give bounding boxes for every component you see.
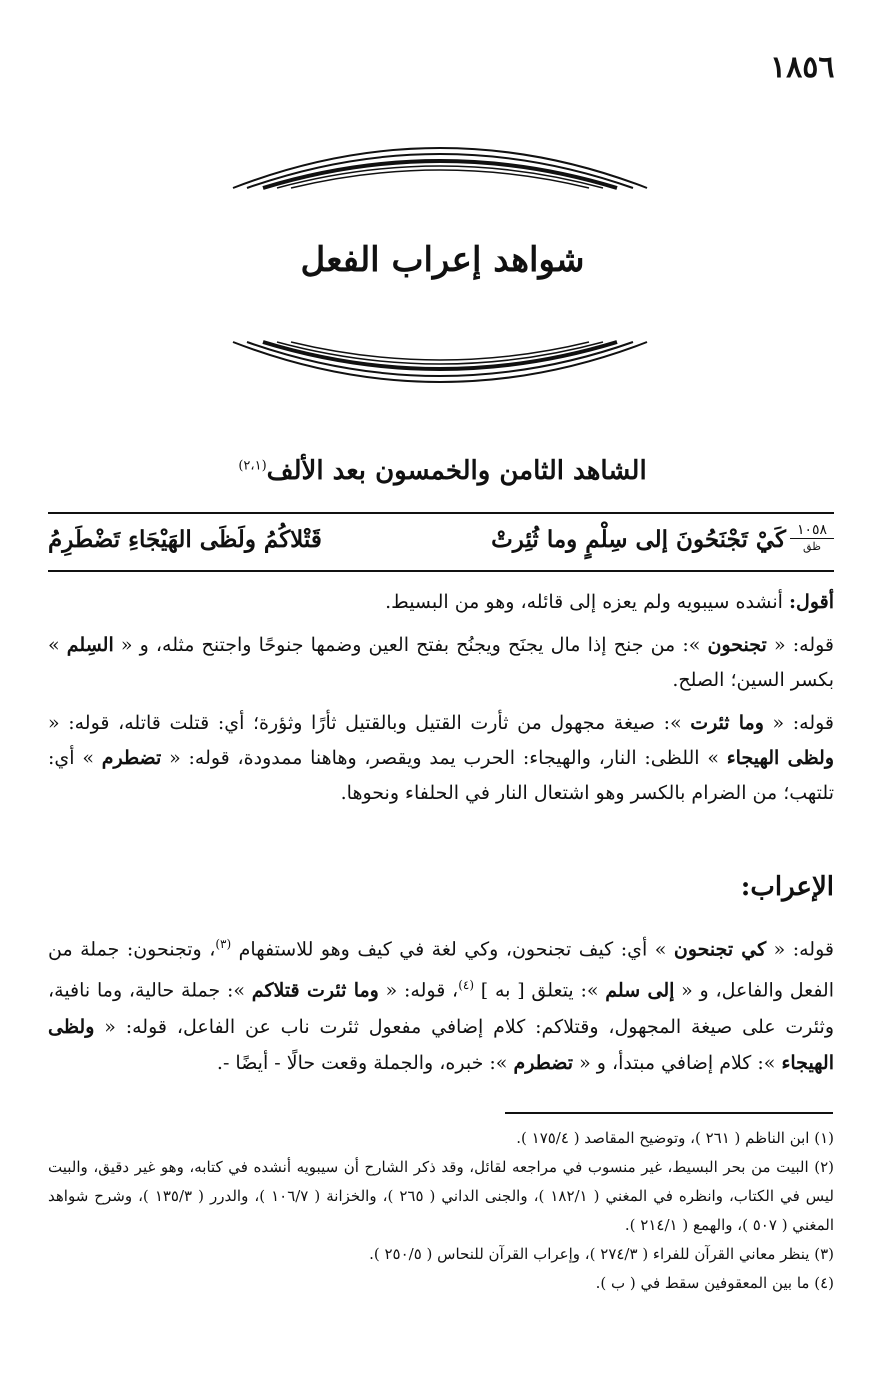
shahid-footnote-marks: (٢،١) — [238, 458, 267, 474]
paragraph-text: »: يتعلق [ به ] — [474, 979, 606, 1002]
keyword: وما ثئرت — [690, 712, 764, 734]
paragraph-text: »: من جنح إذا مال يجنَح ويجنُح بفتح العين وضمها جنوحًا واجتنح مثله، و « — [113, 634, 708, 656]
paragraph-text: »: كلام إضافي مبتدأ، و « — [573, 1051, 782, 1074]
bottom-arch-ornament — [225, 338, 655, 400]
keyword: السِلم — [66, 634, 114, 656]
keyword: تضطرم — [513, 1051, 574, 1074]
verse-top-rule — [48, 512, 834, 514]
footnote-item: (٣) ينظر معاني القرآن للفراء ( ٢٧٤/٣ )، وإعراب القرآن للنحاس ( ٢٥٠/٥ ). — [369, 1245, 834, 1263]
keyword: تضطرم — [101, 747, 162, 769]
verse-first-hemistich: كَيْ تَجْنَحُونَ إلى سِلْمٍ وما ثُئِرتْ — [491, 526, 786, 553]
keyword: وما ثئرت قتلاكم — [251, 979, 379, 1002]
paragraph-text: » بكسر السين؛ الصلح. — [48, 634, 834, 691]
keyword: كي تجنحون — [673, 938, 767, 961]
paragraph-text: قوله: « — [766, 938, 834, 961]
paragraph-text: » أي: كيف تجنحون، وكي لغة في كيف وهو للاستفهام — [231, 938, 674, 961]
irab-body — [48, 926, 834, 1081]
irab-paragraph — [48, 926, 834, 1081]
paragraph-text: »: صيغة مجهول من ثأرت القتيل وبالقتيل ثأرًا وثؤرة؛ أي: قتلت قاتله، قوله: « — [48, 712, 691, 734]
commentary-paragraph — [48, 585, 834, 620]
commentary-paragraph — [48, 706, 834, 811]
keyword: إلى سلم — [605, 979, 675, 1002]
paragraph-text: قوله: « — [766, 634, 835, 656]
paragraph-text: » اللظى: النار، والهيجاء: الحرب يمد ويقصر، وهاهنا ممدودة، قوله: « — [161, 747, 727, 769]
paragraph-text: »: خبره، والجملة وقعت حالًا - أيضًا -. — [216, 1051, 514, 1074]
top-arch-ornament — [225, 130, 655, 192]
verse-second-hemistich: قَتْلاكُمُ ولَظَى الهَيْجَاءِ تَضْطَرِمُ — [48, 526, 322, 553]
keyword: ولظى الهيجاء — [48, 1015, 834, 1074]
paragraph-text: » أي: تلتهب؛ من الضرام بالكسر وهو اشتعال النار في الحلفاء ونحوها. — [48, 747, 834, 804]
verse-tag: ظق — [803, 540, 821, 553]
verse-number — [790, 522, 834, 555]
footnote-ref: (٣) — [215, 937, 232, 951]
footnote-ref: (٤) — [458, 978, 475, 993]
paragraph-text: أنشده سيبويه ولم يعزه إلى قائله، وهو من البسيط. — [385, 591, 789, 613]
verse-bottom-rule — [48, 570, 834, 572]
paragraph-label: أقول: — [789, 591, 834, 613]
shahid-title-text: الشاهد الثامن والخمسون بعد الألف — [266, 456, 647, 486]
chapter-title: شواهد إعراب الفعل — [300, 240, 585, 280]
irab-heading: الإعراب: — [740, 872, 834, 902]
paragraph-text: قوله: « — [763, 712, 835, 734]
keyword: تجنحون — [707, 634, 767, 656]
footnote-item: (١) ابن الناظم ( ٢٦١ )، وتوضيح المقاصد ( ١٧٥/٤ ). — [516, 1129, 834, 1147]
commentary-body — [48, 585, 834, 811]
paragraph-text: ، وتجنحون: جملة من الفعل والفاعل، و « — [48, 938, 834, 1002]
keyword: ولظى الهيجاء — [726, 747, 834, 769]
shahid-title — [0, 456, 885, 486]
commentary-paragraph — [48, 628, 834, 698]
footnote-separator — [505, 1112, 833, 1114]
paragraph-text: ، قوله: « — [378, 979, 459, 1002]
footnotes — [48, 1124, 834, 1298]
footnote-item: (٢) البيت من بحر البسيط، غير منسوب في مراجعه لقائل، وقد ذكر الشارح أن سيبويه أنشده في كتابه، وهو غير دقيق، والبيت ليس في الكتاب، وانظره في المغني ( ١٨٢/١ )، والجنى الداني ( ٢٦٥ )، والخزانة ( ١٠٦/٧ )، والدرر ( ١٣٥/٣ )، وشرح شواهد المغني ( ٥٠٧ )، والهمع ( ٢١٤/١ ). — [48, 1158, 834, 1234]
paragraph-text: »: جملة حالية، وما نافية، وثئرت على صيغة المجهول، وقتلاكم: كلام إضافي مفعول ثئرت ناب عن الفاعل، قوله: « — [48, 979, 834, 1038]
verse-number-value: ١٠٥٨ — [790, 522, 834, 539]
page-number: ١٨٥٦ — [770, 50, 835, 85]
verse-row — [48, 518, 834, 566]
footnote-item: (٤) ما بين المعقوفين سقط في ( ب ). — [595, 1274, 834, 1292]
